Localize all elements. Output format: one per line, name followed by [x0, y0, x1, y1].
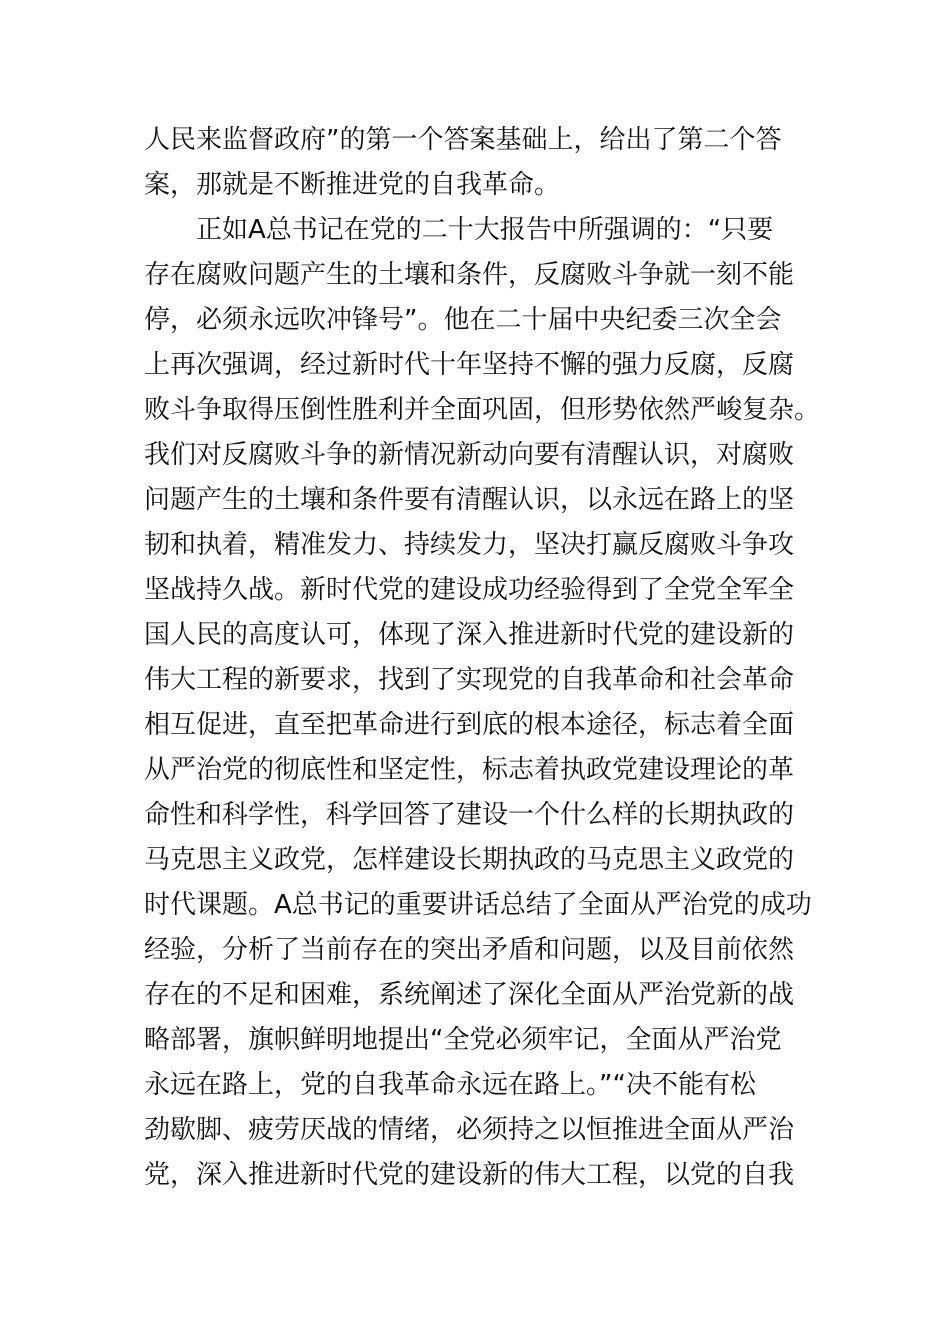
text-line: 从严治党的彻底性和坚定性，标志着执政党建设理论的革 [144, 755, 795, 785]
text-line: 坚战持久战。新时代党的建设成功经验得到了全党全军全 [144, 575, 795, 605]
text-line: 问题产生的土壤和条件要有清醒认识，以永远在路上的坚 [144, 485, 795, 515]
text-line: 永远在路上，党的自我革命永远在路上。”“决不能有松 [144, 1070, 756, 1100]
text-line: 韧和执着，精准发力、持续发力，坚决打赢反腐败斗争攻 [144, 530, 795, 560]
text-line: 存在腐败问题产生的土壤和条件，反腐败斗争就一刻不能 [144, 260, 795, 290]
text-line: 败斗争取得压倒性胜利并全面巩固，但形势依然严峻复杂。 [144, 395, 821, 425]
text-line: 案，那就是不断推进党的自我革命。 [144, 170, 561, 200]
text-line: 命性和科学性，科学回答了建设一个什么样的长期执政的 [144, 800, 795, 830]
text-line: 经验，分析了当前存在的突出矛盾和问题，以及目前依然 [144, 935, 795, 965]
text-line: 略部署，旗帜鲜明地提出“全党必须牢记，全面从严治党 [144, 1025, 782, 1055]
text-line: 劲歇脚、疲劳厌战的情绪，必须持之以恒推进全面从严治 [144, 1115, 795, 1145]
body-text [144, 118, 824, 1198]
paragraph-first-line: 正如A总书记在党的二十大报告中所强调的：“只要 [196, 215, 774, 245]
text-line: 停，必须永远吹冲锋号”。他在二十届中央纪委三次全会 [144, 305, 782, 335]
text-line: 国人民的高度认可，体现了深入推进新时代党的建设新的 [144, 620, 795, 650]
text-line: 时代课题。A总书记的重要讲话总结了全面从严治党的成功 [144, 890, 812, 920]
text-line: 存在的不足和困难，系统阐述了深化全面从严治党新的战 [144, 980, 795, 1010]
text-line: 我们对反腐败斗争的新情况新动向要有清醒认识，对腐败 [144, 440, 795, 470]
text-line: 相互促进，直至把革命进行到底的根本途径，标志着全面 [144, 710, 795, 740]
text-line: 上再次强调，经过新时代十年坚持不懈的强力反腐，反腐 [144, 350, 795, 380]
text-line: 伟大工程的新要求，找到了实现党的自我革命和社会革命 [144, 665, 795, 695]
text-line: 党，深入推进新时代党的建设新的伟大工程，以党的自我 [144, 1160, 795, 1190]
text-line: 马克思主义政党，怎样建设长期执政的马克思主义政党的 [144, 845, 795, 875]
text-line: 人民来监督政府”的第一个答案基础上，给出了第二个答 [144, 125, 782, 155]
